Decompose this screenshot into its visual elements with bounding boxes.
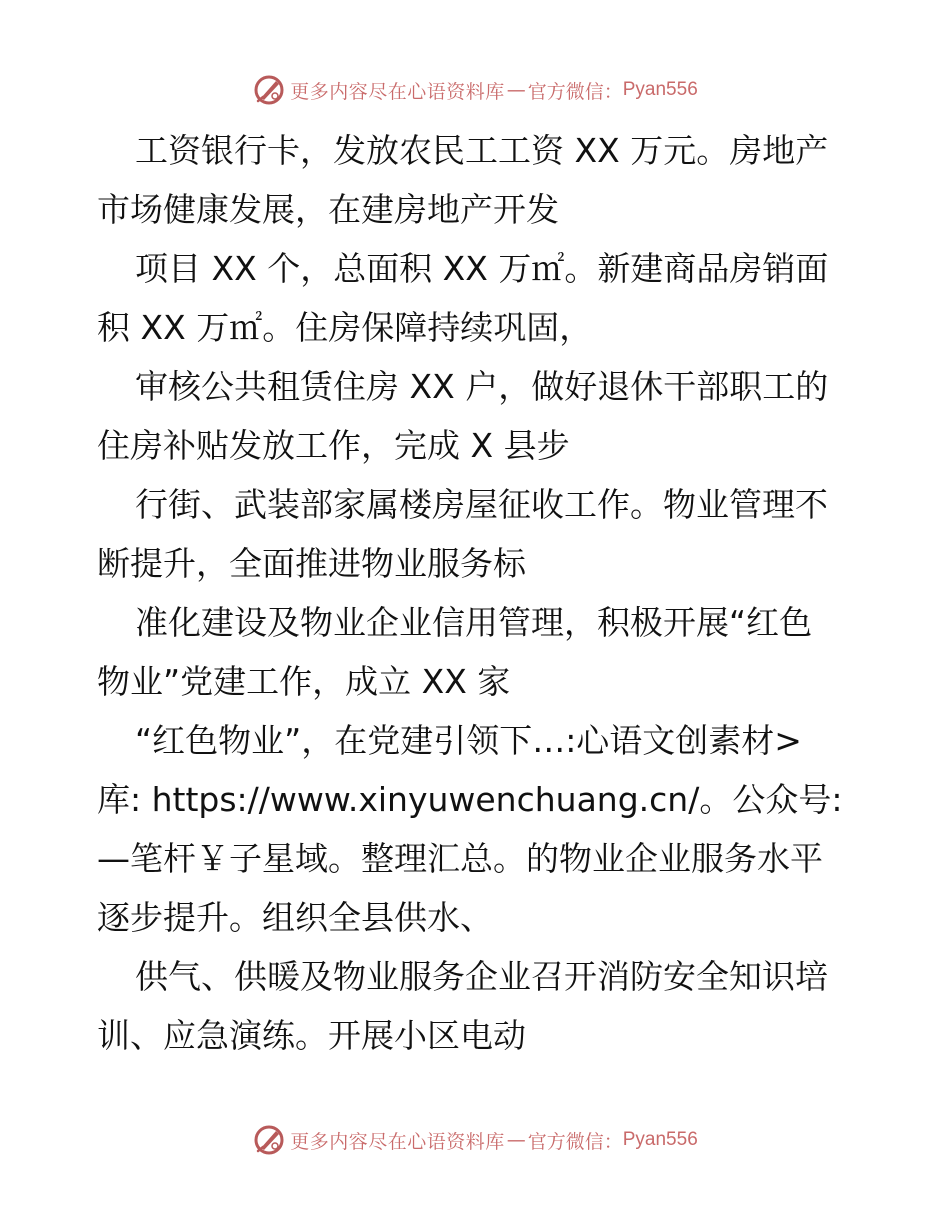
footer-wechat-label: 官方微信： — [527, 1130, 623, 1153]
body-line: 供气、供暖及物业服务企业召开消防安全知识培 — [135, 957, 828, 996]
header-site-text: 更多内容尽在心语资料库 — [290, 80, 505, 103]
footer-banner — [0, 1120, 950, 1160]
body-line: “红色物业”，在党建引领下…:心语文创素材> — [135, 721, 802, 760]
header-banner — [0, 70, 950, 110]
body-line: 工资银行卡，发放农民工工资 XX 万元。房地产 — [135, 131, 829, 170]
body-line: —笔杆￥子星域。整理汇总。的物业企业服务水平 — [97, 839, 823, 878]
body-line: 库: https://www.xinyuwenchuang.cn/。公众号: — [97, 780, 843, 819]
quill-pen-seal-icon — [252, 73, 286, 107]
header-wechat-id: Pyan556 — [622, 79, 698, 100]
footer-wechat-id: Pyan556 — [622, 1129, 698, 1150]
body-line: 训、应急演练。开展小区电动 — [97, 1016, 526, 1055]
document-body — [97, 121, 857, 1065]
body-line: 项目 XX 个，总面积 XX 万㎡。新建商品房销面 — [135, 249, 829, 288]
body-line: 审核公共租赁住房 XX 户，做好退休干部职工的 — [135, 367, 829, 406]
body-line: 市场健康发展，在建房地产开发 — [97, 190, 559, 229]
body-line: 逐步提升。组织全县供水、 — [97, 898, 493, 937]
body-line: 积 XX 万㎡。住房保障持续巩固， — [97, 308, 593, 347]
body-line: 行街、武装部家属楼房屋征收工作。物业管理不 — [135, 485, 828, 524]
footer-separator: — — [506, 1129, 526, 1151]
body-line: 物业”党建工作，成立 XX 家 — [97, 662, 511, 701]
body-line: 断提升，全面推进物业服务标 — [97, 544, 526, 583]
footer-site-text: 更多内容尽在心语资料库 — [290, 1130, 505, 1153]
quill-pen-seal-icon — [252, 1123, 286, 1157]
body-line: 准化建设及物业企业信用管理，积极开展“红色 — [135, 603, 813, 642]
header-wechat-label: 官方微信： — [527, 80, 623, 103]
header-separator: — — [506, 79, 526, 101]
body-line: 住房补贴发放工作，完成 X 县步 — [97, 426, 570, 465]
